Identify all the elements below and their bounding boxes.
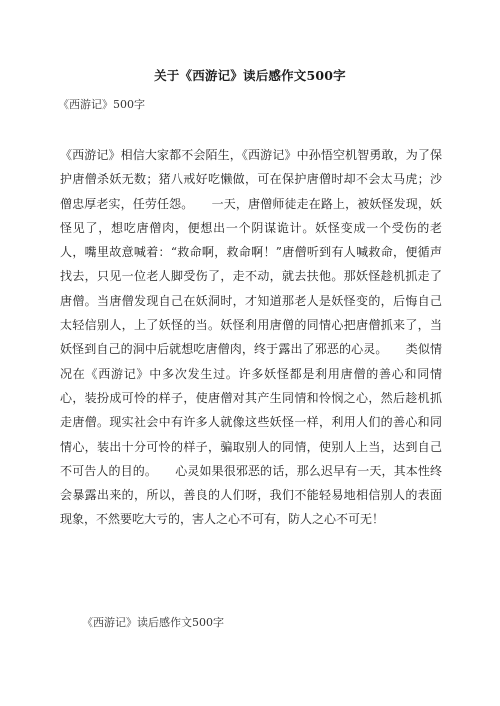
document-subtitle: 《西游记》500字 <box>58 98 145 111</box>
body-paragraph: 《西游记》相信大家都不会陌生，《西游记》中孙悟空机智勇敢，为了保护唐僧杀妖无数；猪八戒好吃懒做，可在保护唐僧时却不会太马虎；沙僧忠厚老实，任劳任怨。 一天，唐僧师徒走在路上，被妖怪发现，妖怪见了，想吃唐僧肉，便想出一个阴谋诡计。妖怪变成一个受伤的老人，嘴里故意喊着：“救命啊，救命啊！”唐僧听到有人喊救命，便循声找去，只见一位老人脚受伤了，走不动，就去扶他。那妖怪趁机抓走了唐僧。当唐僧发现自己在妖洞时，才知道那老人是妖怪变的，后悔自己太轻信别人，上了妖怪的当。妖怪利用唐僧的同情心把唐僧抓来了，当妖怪到自己的洞中后就想吃唐僧肉，终于露出了邪恶的心灵。 类似情况在《西游记》中多次发生过。许多妖怪都是利用唐僧的善心和同情心，装扮成可怜的样子，使唐僧对其产生同情和怜悯之心，然后趁机抓走唐僧。现实社会中有许多人就像这些妖怪一样，利用人们的善心和同情心，装出十分可怜的样子，骗取别人的同情，使别人上当，达到自己不可告人的目的。 心灵如果很邪恶的话，那么迟早有一天，其本性终会暴露出来的，所以，善良的人们呀，我们不能轻易地相信别人的表面现象，不然要吃大亏的，害人之心不可有，防人之心不可无！ <box>60 148 442 527</box>
document-footer-title: 《西游记》读后感作文500字 <box>82 616 224 629</box>
document-title: 关于《西游记》读后感作文500字 <box>154 68 346 83</box>
